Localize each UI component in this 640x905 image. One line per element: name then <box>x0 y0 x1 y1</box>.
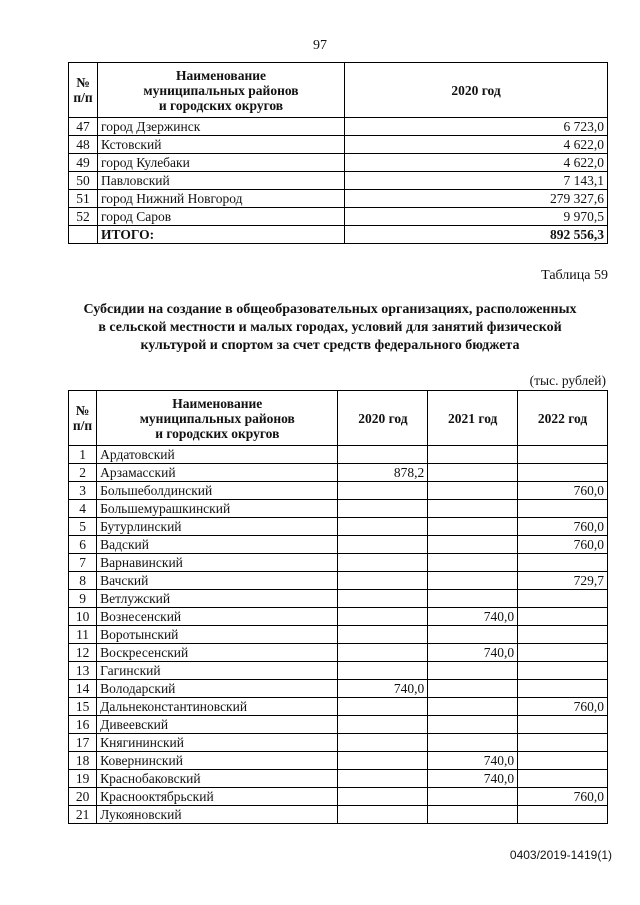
row-value-2020 <box>338 752 428 770</box>
row-name: город Дзержинск <box>98 118 345 136</box>
row-name: Краснооктябрьский <box>97 788 338 806</box>
row-name: Дивеевский <box>97 716 338 734</box>
row-value-2021 <box>428 554 518 572</box>
row-value-2022 <box>518 590 608 608</box>
row-value-2022: 760,0 <box>518 536 608 554</box>
header-2021: 2021 год <box>428 391 518 446</box>
page-number: 97 <box>313 38 327 53</box>
row-value-2022 <box>518 626 608 644</box>
row-name: Воскресенский <box>97 644 338 662</box>
row-value-2020 <box>338 500 428 518</box>
row-value-2022 <box>518 806 608 824</box>
table-row <box>69 734 608 752</box>
row-value-2020: 878,2 <box>338 464 428 482</box>
row-value-2020 <box>338 518 428 536</box>
row-value-2022 <box>518 770 608 788</box>
row-value-2021 <box>428 500 518 518</box>
table-row <box>69 118 608 136</box>
row-number: 48 <box>69 136 98 154</box>
row-value-2022 <box>518 464 608 482</box>
row-value-2020 <box>338 644 428 662</box>
row-name: Вадский <box>97 536 338 554</box>
row-value-2021 <box>428 788 518 806</box>
row-number: 7 <box>69 554 97 572</box>
row-name: Бутурлинский <box>97 518 338 536</box>
table-row <box>69 590 608 608</box>
row-name: Кстовский <box>98 136 345 154</box>
row-name: Краснобаковский <box>97 770 338 788</box>
row-value-2021: 740,0 <box>428 752 518 770</box>
table-row <box>69 536 608 554</box>
row-value-2021 <box>428 536 518 554</box>
row-value-2021: 740,0 <box>428 608 518 626</box>
row-name: Варнавинский <box>97 554 338 572</box>
row-value-2020: 4 622,0 <box>345 154 608 172</box>
row-value-2022 <box>518 662 608 680</box>
header-2020: 2020 год <box>338 391 428 446</box>
row-value-2021 <box>428 698 518 716</box>
row-value-2020 <box>338 482 428 500</box>
row-value-2021: 740,0 <box>428 644 518 662</box>
row-name: Большеболдинский <box>97 482 338 500</box>
table-row <box>69 572 608 590</box>
row-number: 3 <box>69 482 97 500</box>
total-label: ИТОГО: <box>98 226 345 244</box>
row-number: 14 <box>69 680 97 698</box>
row-value-2022 <box>518 680 608 698</box>
row-number: 50 <box>69 172 98 190</box>
table-row <box>69 446 608 464</box>
table-row <box>69 626 608 644</box>
row-number: 51 <box>69 190 98 208</box>
row-value-2020: 279 327,6 <box>345 190 608 208</box>
row-name: город Саров <box>98 208 345 226</box>
row-number: 5 <box>69 518 97 536</box>
total-row <box>69 226 608 244</box>
table-row <box>69 518 608 536</box>
row-value-2020: 740,0 <box>338 680 428 698</box>
row-value-2021 <box>428 626 518 644</box>
row-name: Княгининский <box>97 734 338 752</box>
table-row <box>69 698 608 716</box>
row-value-2020: 7 143,1 <box>345 172 608 190</box>
row-value-2021: 740,0 <box>428 770 518 788</box>
table-row <box>69 136 608 154</box>
units-label: (тыс. рублей) <box>529 373 606 388</box>
row-value-2021 <box>428 482 518 500</box>
table-row <box>69 482 608 500</box>
total-value-2020: 892 556,3 <box>345 226 608 244</box>
row-value-2021 <box>428 572 518 590</box>
row-value-2020 <box>338 590 428 608</box>
row-value-2022 <box>518 644 608 662</box>
table-title: Субсидии на создание в общеобразовательных организациях, расположенных в сельской местности и малых городах, условий для занятий физической культурой и спортом за счет средств федерального бюджета <box>83 302 577 353</box>
row-value-2020 <box>338 446 428 464</box>
table-row <box>69 500 608 518</box>
row-value-2021 <box>428 590 518 608</box>
row-name: Ардатовский <box>97 446 338 464</box>
table-row <box>69 680 608 698</box>
row-number: 9 <box>69 590 97 608</box>
row-value-2020 <box>338 536 428 554</box>
row-name: Ветлужский <box>97 590 338 608</box>
row-value-2022 <box>518 500 608 518</box>
table-row <box>69 770 608 788</box>
row-number: 10 <box>69 608 97 626</box>
row-number: 19 <box>69 770 97 788</box>
row-name: Володарский <box>97 680 338 698</box>
row-value-2021 <box>428 806 518 824</box>
row-value-2020 <box>338 770 428 788</box>
row-value-2021 <box>428 734 518 752</box>
table-row <box>69 554 608 572</box>
row-number: 52 <box>69 208 98 226</box>
header-name: Наименование муниципальных районов и городских округов <box>98 63 345 118</box>
row-name: Лукояновский <box>97 806 338 824</box>
row-number: 17 <box>69 734 97 752</box>
table-2-body <box>69 446 608 824</box>
table-2-header-row <box>69 391 608 446</box>
header-2022: 2022 год <box>518 391 608 446</box>
row-value-2020 <box>338 698 428 716</box>
row-number: 20 <box>69 788 97 806</box>
row-name: Гагинский <box>97 662 338 680</box>
row-value-2020 <box>338 608 428 626</box>
row-value-2020 <box>338 734 428 752</box>
row-number: 8 <box>69 572 97 590</box>
row-value-2020 <box>338 626 428 644</box>
row-value-2020 <box>338 716 428 734</box>
row-value-2022: 760,0 <box>518 482 608 500</box>
row-value-2020 <box>338 554 428 572</box>
row-number: 11 <box>69 626 97 644</box>
table-row <box>69 208 608 226</box>
row-number: 2 <box>69 464 97 482</box>
header-num: № п/п <box>69 63 98 118</box>
row-value-2020: 6 723,0 <box>345 118 608 136</box>
document-code: 0403/2019-1419(1) <box>509 848 612 862</box>
row-number: 18 <box>69 752 97 770</box>
row-name: Вознесенский <box>97 608 338 626</box>
row-name: город Нижний Новгород <box>98 190 345 208</box>
row-number: 4 <box>69 500 97 518</box>
row-value-2021 <box>428 446 518 464</box>
row-value-2022 <box>518 716 608 734</box>
table-2 <box>68 390 608 824</box>
table-row <box>69 716 608 734</box>
row-value-2021 <box>428 464 518 482</box>
row-value-2020 <box>338 788 428 806</box>
header-name: Наименование муниципальных районов и городских округов <box>97 391 338 446</box>
row-value-2020 <box>338 662 428 680</box>
row-number: 13 <box>69 662 97 680</box>
table-row <box>69 644 608 662</box>
header-num: № п/п <box>69 391 97 446</box>
row-number: 12 <box>69 644 97 662</box>
table-row <box>69 154 608 172</box>
header-2020: 2020 год <box>345 63 608 118</box>
row-value-2021 <box>428 716 518 734</box>
row-number: 21 <box>69 806 97 824</box>
row-value-2022 <box>518 446 608 464</box>
row-name: Большемурашкинский <box>97 500 338 518</box>
table-1-body <box>69 118 608 244</box>
row-value-2022: 760,0 <box>518 698 608 716</box>
table-1 <box>68 62 608 244</box>
table-row <box>69 752 608 770</box>
row-value-2022 <box>518 752 608 770</box>
row-number: 1 <box>69 446 97 464</box>
row-value-2022: 760,0 <box>518 518 608 536</box>
row-value-2021 <box>428 662 518 680</box>
row-name: город Кулебаки <box>98 154 345 172</box>
row-name: Вачский <box>97 572 338 590</box>
table-row <box>69 172 608 190</box>
row-number: 16 <box>69 716 97 734</box>
row-value-2021 <box>428 518 518 536</box>
table-row <box>69 806 608 824</box>
row-value-2020: 4 622,0 <box>345 136 608 154</box>
row-number: 49 <box>69 154 98 172</box>
table-row <box>69 788 608 806</box>
table-row <box>69 190 608 208</box>
row-name: Воротынский <box>97 626 338 644</box>
row-name: Дальнеконстантиновский <box>97 698 338 716</box>
row-value-2020: 9 970,5 <box>345 208 608 226</box>
row-name: Арзамасский <box>97 464 338 482</box>
table-row <box>69 464 608 482</box>
row-number: 6 <box>69 536 97 554</box>
table-row <box>69 608 608 626</box>
row-name: Ковернинский <box>97 752 338 770</box>
row-value-2022 <box>518 554 608 572</box>
row-value-2022 <box>518 608 608 626</box>
row-number: 15 <box>69 698 97 716</box>
table-1-header-row <box>69 63 608 118</box>
row-value-2020 <box>338 806 428 824</box>
table-row <box>69 662 608 680</box>
row-value-2020 <box>338 572 428 590</box>
row-value-2022: 729,7 <box>518 572 608 590</box>
table-label: Таблица 59 <box>541 268 608 283</box>
row-number: 47 <box>69 118 98 136</box>
row-name: Павловский <box>98 172 345 190</box>
total-empty-cell <box>69 226 98 244</box>
row-value-2022: 760,0 <box>518 788 608 806</box>
row-value-2022 <box>518 734 608 752</box>
row-value-2021 <box>428 680 518 698</box>
